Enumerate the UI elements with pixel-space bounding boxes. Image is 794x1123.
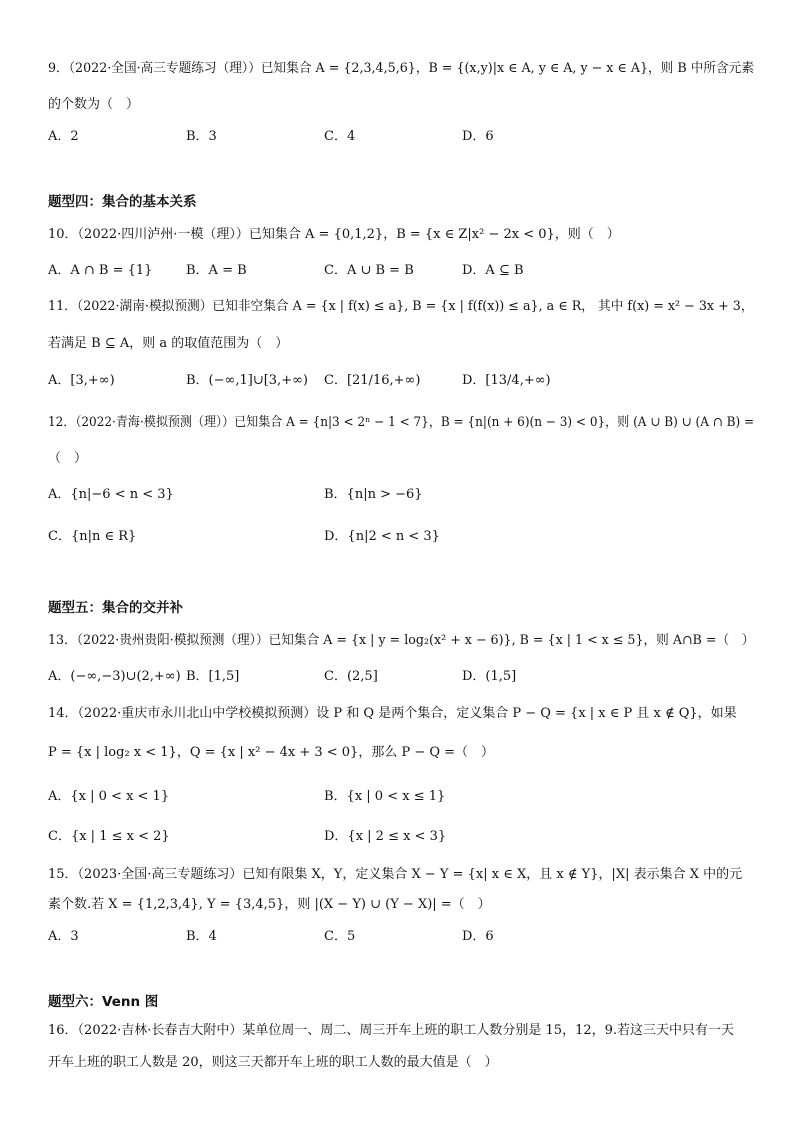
q12-option-d[interactable]: D．{n|2 < n < 3} [324,529,440,544]
q13-option-d[interactable]: D．(1,5] [462,669,517,684]
q15-option-c[interactable]: C．5 [324,929,356,944]
q14-option-d[interactable]: D．{x | 2 ≤ x < 3} [324,829,447,844]
q10-option-b[interactable]: B．A = B [186,263,247,278]
question-12-line2: （ ） [48,451,88,466]
q11-option-b[interactable]: B．(−∞,1]∪[3,+∞) [186,373,308,388]
question-9-line2: 的个数为（ ） [48,97,140,112]
q15-option-b[interactable]: B．4 [186,929,217,944]
question-13-line1: 13．（2022·贵州贵阳·模拟预测（理））已知集合 A = {x | y = log₂(x² + x − 6)}, B = {x | 1 < x ≤ 5}，则 A∩B =（ ） [48,633,755,648]
q11-option-d[interactable]: D．[13/4,+∞) [462,373,551,388]
question-12-line1: 12．（2022·青海·模拟预测（理））已知集合 A = {n|3 < 2ⁿ − 1 < 7}，B = {n|(n + 6)(n − 3) < 0}，则 (A ∪ B) ∪ (A ∩ B) = [48,415,755,430]
section-heading-4: 题型四：集合的基本关系 [48,194,197,210]
q15-option-a[interactable]: A．3 [48,929,79,944]
q9-option-b[interactable]: B．3 [186,129,217,144]
q11-option-c[interactable]: C．[21/16,+∞) [324,373,421,388]
q15-option-d[interactable]: D．6 [462,929,494,944]
question-15-line1: 15．（2023·全国·高三专题练习）已知有限集 X，Y，定义集合 X − Y = {x| x ∈ X，且 x ∉ Y}，|X| 表示集合 X 中的元 [48,867,743,882]
q12-option-b[interactable]: B．{n|n > −6} [324,487,423,502]
q11-option-a[interactable]: A．[3,+∞) [48,373,115,388]
q12-option-c[interactable]: C．{n|n ∈ R} [48,529,137,544]
question-9-line1: 9．（2022·全国·高三专题练习（理））已知集合 A = {2,3,4,5,6}，B = {(x,y)|x ∈ A, y ∈ A, y − x ∈ A}，则 B 中所含元素 [48,61,754,76]
question-16-line1: 16．（2022·吉林·长春吉大附中）某单位周一、周二、周三开车上班的职工人数分别是 15，12，9.若这三天中只有一天 [48,1023,735,1038]
question-11-line1: 11．（2022·湖南·模拟预测）已知非空集合 A = {x | f(x) ≤ a}, B = {x | f(f(x)) ≤ a}, a ∈ R， 其中 f(x) = x² − 3x + 3， [48,299,754,314]
question-14-line1: 14．（2022·重庆市永川北山中学校模拟预测）设 P 和 Q 是两个集合，定义集合 P − Q = {x | x ∈ P 且 x ∉ Q}，如果 [48,706,737,721]
section-heading-6: 题型六：Venn 图 [48,994,159,1010]
q9-option-d[interactable]: D．6 [462,129,494,144]
q10-option-d[interactable]: D．A ⊆ B [462,263,524,278]
q13-option-c[interactable]: C．(2,5] [324,669,378,684]
question-11-line2: 若满足 B ⊆ A，则 a 的取值范围为（ ） [48,336,289,351]
q9-option-a[interactable]: A．2 [48,129,79,144]
q13-option-b[interactable]: B．[1,5] [186,669,240,684]
q13-option-a[interactable]: A．(−∞,−3)∪(2,+∞) [48,669,181,684]
question-15-line2: 素个数.若 X = {1,2,3,4}, Y = {3,4,5}，则 |(X − Y) ∪ (Y − X)| =（ ） [48,897,491,912]
q14-option-b[interactable]: B．{x | 0 < x ≤ 1} [324,789,446,804]
question-14-line2: P = {x | log₂ x < 1}，Q = {x | x² − 4x + 3 < 0}，那么 P − Q =（ ） [48,745,495,760]
question-16-line2: 开车上班的职工人数是 20，则这三天都开车上班的职工人数的最大值是（ ） [48,1055,498,1070]
q14-option-a[interactable]: A．{x | 0 < x < 1} [48,789,170,804]
q10-option-c[interactable]: C．A ∪ B = B [324,263,414,278]
q10-option-a[interactable]: A．A ∩ B = {1} [48,263,153,278]
question-10-line1: 10．（2022·四川泸州·一模（理））已知集合 A = {0,1,2}，B = {x ∈ Z|x² − 2x < 0}，则（ ） [48,227,620,242]
q9-option-c[interactable]: C．4 [324,129,356,144]
q14-option-c[interactable]: C．{x | 1 ≤ x < 2} [48,829,170,844]
q12-option-a[interactable]: A．{n|−6 < n < 3} [48,487,174,502]
section-heading-5: 题型五：集合的交并补 [48,600,183,616]
